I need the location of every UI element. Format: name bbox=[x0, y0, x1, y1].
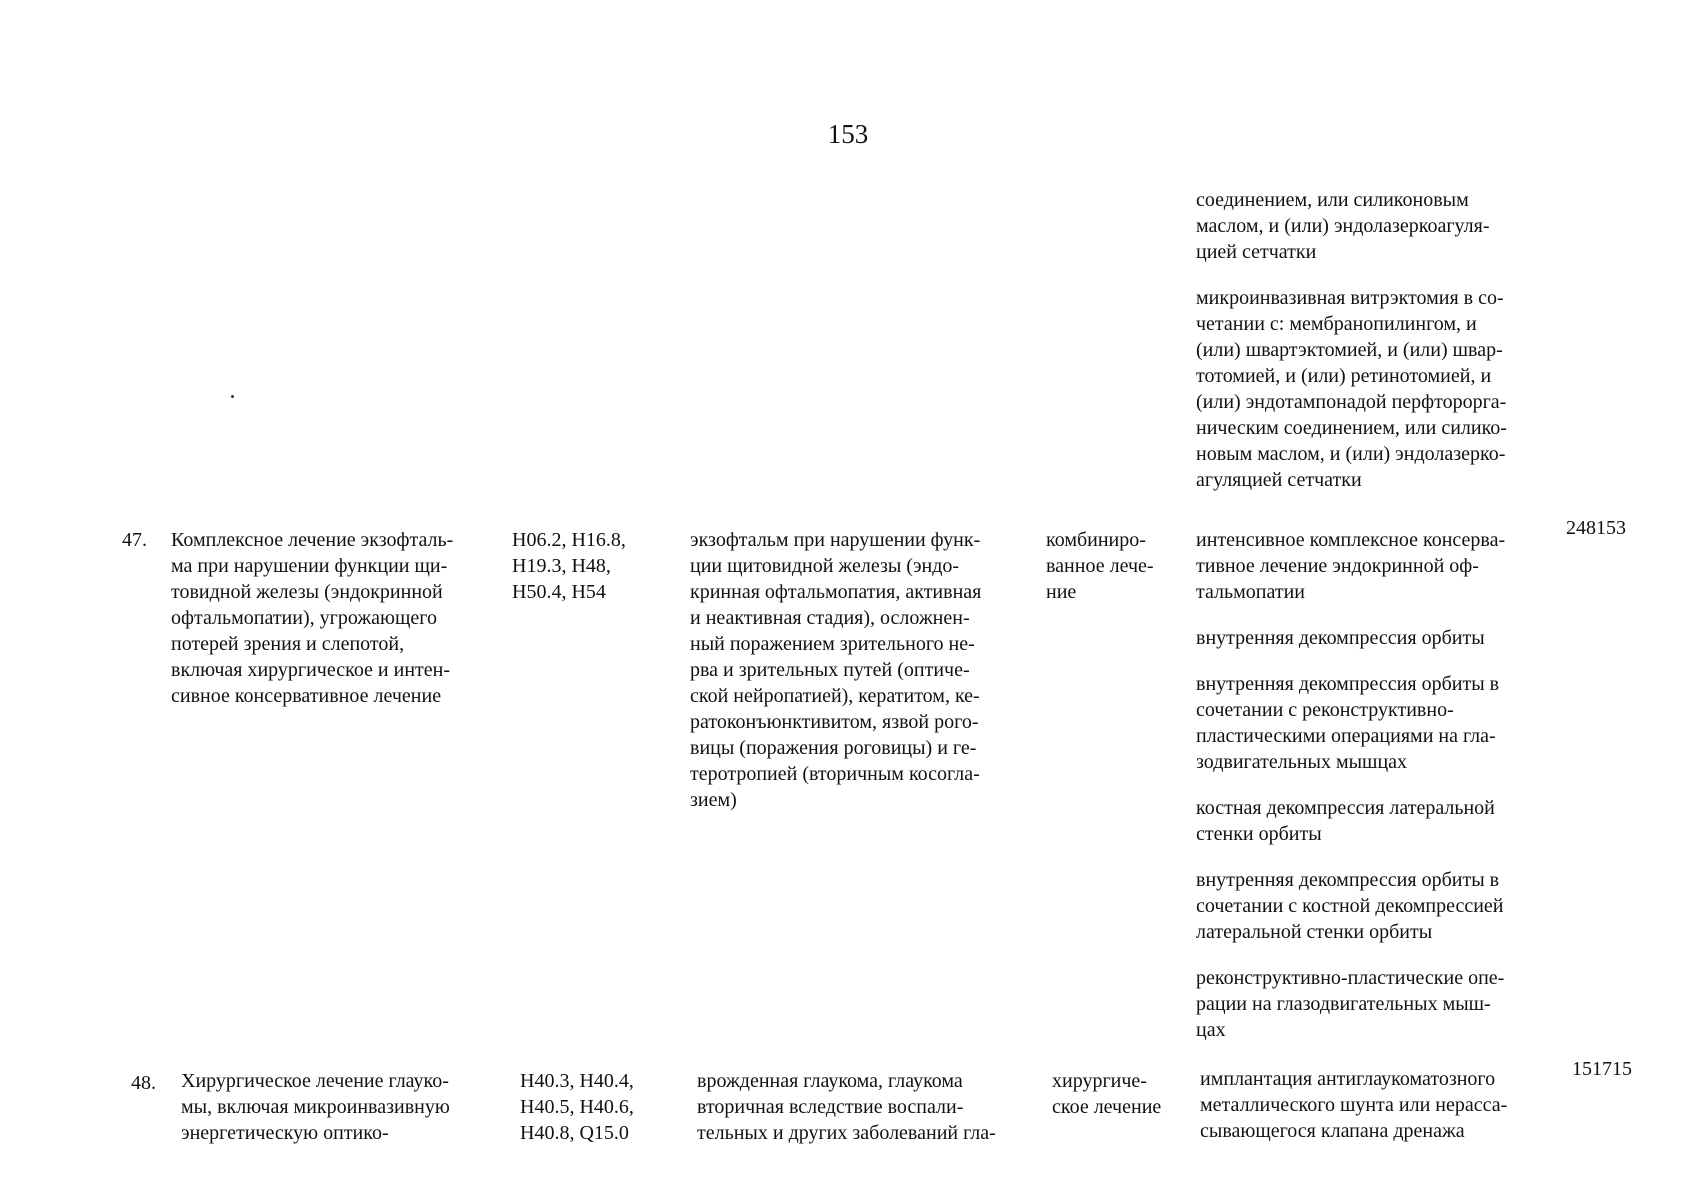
treatment-type: хирургиче- ское лечение bbox=[1052, 1070, 1162, 1118]
procedure-item: реконструктивно-пластические опе- рации на глазодвигательных мыш- цах bbox=[1196, 967, 1505, 1041]
procedures-list bbox=[1200, 1066, 1600, 1164]
procedures-list bbox=[1196, 527, 1596, 1063]
procedure-item: интенсивное комплексное консерва- тивное лечение эндокринной оф- тальмопатии bbox=[1196, 529, 1506, 603]
procedure-item: внутренняя декомпрессия орбиты в сочетании с костной декомпрессией латеральной стенки орбиты bbox=[1196, 869, 1504, 943]
treatment-name: Хирургическое лечение глауко- мы, включая микроинвазивную энергетическую оптико- bbox=[181, 1070, 450, 1144]
stray-dot-mark bbox=[231, 395, 234, 398]
continuation-procedures bbox=[1196, 187, 1596, 513]
procedure-item: имплантация антиглаукоматозного металлического шунта или нерасса- сывающегося клапана дренажа bbox=[1200, 1068, 1508, 1142]
cost-value: 248153 bbox=[1566, 517, 1626, 539]
treatment-name: Комплексное лечение экзофталь- ма при нарушении функции щи- товидной железы (эндокринной офтальмопатии), угрожающего потерей зрения и слепотой, включая хирургическое и интен- сивное консервативное лечение bbox=[171, 529, 454, 707]
row-number: 48. bbox=[131, 1072, 156, 1094]
page-number: 153 bbox=[827, 119, 869, 149]
procedure-item: микроинвазивная витрэктомия в со- четании с: мембранопилингом, и (или) швартэктомией, и (или) швар- тотомией, и (или) ретинотомией, и (или) эндотампонадой перфторорга- ническим соединением, или силико- новым маслом, и (или) эндолазерко- агуляцией сетчатки bbox=[1196, 287, 1507, 491]
cost-value: 151715 bbox=[1572, 1058, 1632, 1080]
row-number: 47. bbox=[122, 529, 147, 551]
procedure-item: костная декомпрессия латеральной стенки орбиты bbox=[1196, 797, 1495, 845]
patient-model: врожденная глаукома, глаукома вторичная вследствие воспали- тельных и других заболеваний гла- bbox=[697, 1070, 996, 1144]
icd-codes: H06.2, H16.8, H19.3, H48, H50.4, H54 bbox=[512, 529, 626, 603]
patient-model: экзофтальм при нарушении функ- ции щитовидной железы (эндо- кринная офтальмопатия, активная и неактивная стадия), осложнен- ный поражением зрительного не- рва и зрительных путей (оптиче- ской нейропатией), кератитом, ке- ратоконъюнктивитом, язвой рого- вицы (поражения роговицы) и ге- теротропией (вторичным косогла- зием) bbox=[690, 529, 982, 811]
treatment-type: комбиниро- ванное лече- ние bbox=[1046, 529, 1154, 603]
procedure-item: внутренняя декомпрессия орбиты bbox=[1196, 627, 1485, 649]
icd-codes: H40.3, H40.4, H40.5, H40.6, H40.8, Q15.0 bbox=[520, 1070, 634, 1144]
procedure-item: внутренняя декомпрессия орбиты в сочетании с реконструктивно- пластическими операциями на гла- зодвигательных мышцах bbox=[1196, 673, 1500, 773]
procedure-item: соединением, или силиконовым маслом, и (или) эндолазеркоагуля- цией сетчатки bbox=[1196, 189, 1490, 263]
